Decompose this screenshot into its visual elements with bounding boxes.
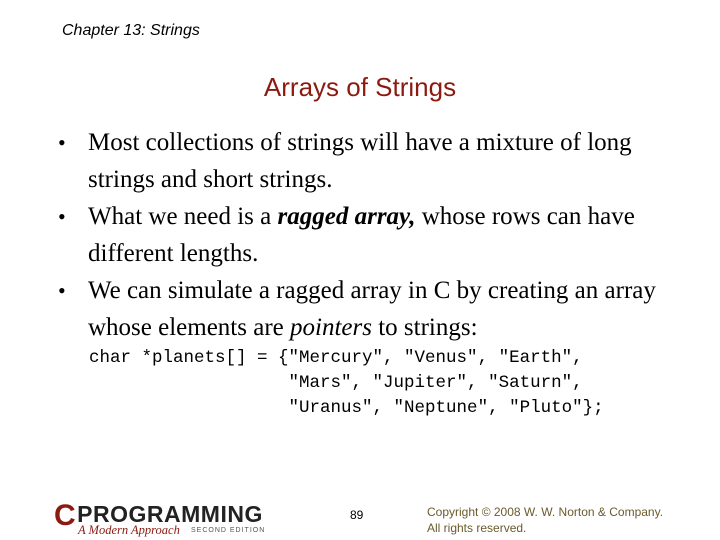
book-logo [54,496,274,540]
bullet-icon: • [58,204,66,229]
bullet-item [58,198,678,272]
copyright-line: Copyright © 2008 W. W. Norton & Company. [427,505,664,519]
bullet-text: Most collections of strings will have a mixture of long strings and short strings. [88,129,632,193]
code-block: char *planets[] = {"Mercury", "Venus", "Earth", "Mars", "Jupiter", "Saturn", "Uranus", "Neptune", "Pluto"}; [89,348,604,418]
page-number: 89 [350,508,364,522]
bullet-item [58,272,678,346]
logo-title: CPROGRAMMING [54,499,263,532]
logo-c-letter: C [54,499,77,532]
emphasis-term: ragged array, [277,203,416,230]
bullet-icon: • [58,130,66,155]
bullet-text: whose rows can have different lengths. [88,203,635,267]
logo-subtitle: A Modern Approach [78,523,180,537]
bullet-icon: • [58,278,66,303]
bullet-text: to strings: [371,314,478,341]
bullet-text: We can simulate a ragged array in C by creating an array whose elements are [88,277,656,341]
bullet-item [58,124,678,198]
chapter-heading: Chapter 13: Strings [62,22,200,39]
copyright-line: All rights reserved. [427,521,527,535]
logo-edition: SECOND EDITION [191,527,266,534]
bullet-list [58,124,678,346]
bullet-text: What we need is a [88,203,278,230]
copyright-notice [427,504,663,536]
emphasis-term: pointers [290,314,372,341]
slide-title: Arrays of Strings [263,72,457,102]
